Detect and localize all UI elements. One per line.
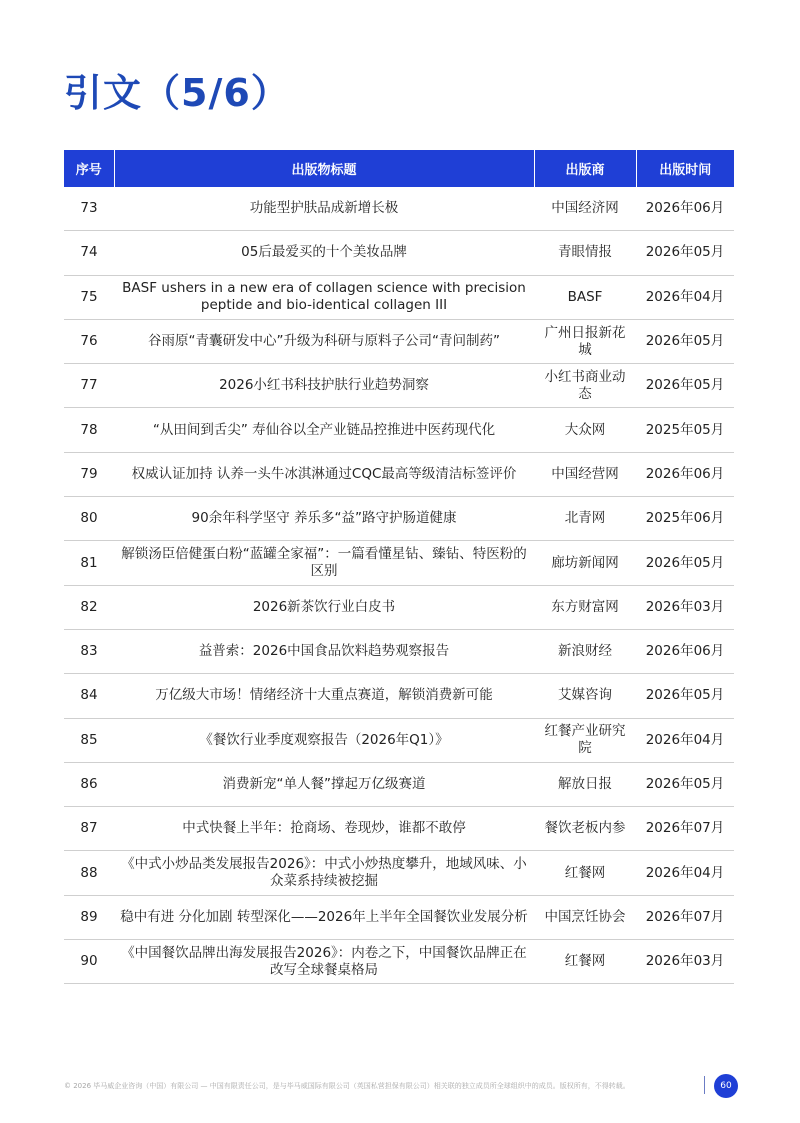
- cell-title: 功能型护肤品成新增长极: [114, 187, 534, 231]
- table-row: [64, 674, 734, 718]
- cell-publisher: 艾媒咨询: [534, 674, 636, 718]
- table-row: [64, 851, 734, 895]
- cell-number: 76: [64, 319, 114, 363]
- header-number: 序号: [64, 150, 114, 187]
- cell-number: 82: [64, 585, 114, 629]
- cell-title: 益普索：2026中国食品饮料趋势观察报告: [114, 629, 534, 673]
- cell-publisher: 北青网: [534, 497, 636, 541]
- cell-date: 2026年06月: [636, 187, 734, 231]
- cell-title: 2026小红书科技护肤行业趋势洞察: [114, 364, 534, 408]
- table-row: [64, 762, 734, 806]
- cell-publisher: 红餐网: [534, 851, 636, 895]
- cell-number: 75: [64, 275, 114, 319]
- cell-date: 2026年05月: [636, 319, 734, 363]
- table-body: [64, 187, 734, 984]
- table-row: [64, 585, 734, 629]
- table-header: [64, 150, 734, 187]
- cell-number: 80: [64, 497, 114, 541]
- cell-number: 73: [64, 187, 114, 231]
- cell-date: 2026年03月: [636, 940, 734, 984]
- table-row: [64, 895, 734, 939]
- cell-title: 05后最爱买的十个美妆品牌: [114, 231, 534, 275]
- page-number-badge: 60: [714, 1074, 738, 1098]
- cell-number: 85: [64, 718, 114, 762]
- footer-divider: [704, 1076, 705, 1094]
- header-date: 出版时间: [636, 150, 734, 187]
- cell-number: 83: [64, 629, 114, 673]
- cell-title: BASF ushers in a new era of collagen science with precision peptide and bio-identical collagen III: [114, 275, 534, 319]
- cell-number: 86: [64, 762, 114, 806]
- table-row: [64, 231, 734, 275]
- cell-title: 谷雨原“青囊研发中心”升级为科研与原料子公司“青问制药”: [114, 319, 534, 363]
- cell-date: 2026年06月: [636, 452, 734, 496]
- table-row: [64, 319, 734, 363]
- reference-table: [64, 150, 734, 984]
- cell-number: 88: [64, 851, 114, 895]
- cell-number: 89: [64, 895, 114, 939]
- cell-title: “从田间到舌尖” 寿仙谷以全产业链品控推进中医药现代化: [114, 408, 534, 452]
- page-title: 引文（5/6）: [64, 71, 290, 115]
- header-publisher: 出版商: [534, 150, 636, 187]
- cell-date: 2026年04月: [636, 275, 734, 319]
- cell-date: 2026年07月: [636, 807, 734, 851]
- cell-publisher: 红餐网: [534, 940, 636, 984]
- cell-publisher: 中国经济网: [534, 187, 636, 231]
- table-row: [64, 497, 734, 541]
- cell-publisher: 东方财富网: [534, 585, 636, 629]
- table-row: [64, 452, 734, 496]
- footer-copyright: © 2026 毕马威企业咨询（中国）有限公司 — 中国有限责任公司，是与毕马威国际有限公司（英国私营担保有限公司）相关联的独立成员所全球组织中的成员。版权所有，不得转载。: [64, 1082, 630, 1090]
- table-row: [64, 408, 734, 452]
- table-row: [64, 807, 734, 851]
- cell-number: 90: [64, 940, 114, 984]
- cell-publisher: BASF: [534, 275, 636, 319]
- cell-date: 2026年05月: [636, 231, 734, 275]
- cell-publisher: 廊坊新闻网: [534, 541, 636, 585]
- cell-publisher: 解放日报: [534, 762, 636, 806]
- cell-publisher: 中国烹饪协会: [534, 895, 636, 939]
- cell-title: 权威认证加持 认养一头牛冰淇淋通过CQC最高等级清洁标签评价: [114, 452, 534, 496]
- cell-date: 2026年07月: [636, 895, 734, 939]
- cell-date: 2026年06月: [636, 629, 734, 673]
- cell-title: 《中式小炒品类发展报告2026》：中式小炒热度攀升，地域风味、小众菜系持续被挖掘: [114, 851, 534, 895]
- cell-title: 《餐饮行业季度观察报告（2026年Q1）》: [114, 718, 534, 762]
- cell-date: 2025年06月: [636, 497, 734, 541]
- table-row: [64, 275, 734, 319]
- cell-date: 2026年03月: [636, 585, 734, 629]
- cell-date: 2025年05月: [636, 408, 734, 452]
- cell-number: 87: [64, 807, 114, 851]
- table-row: [64, 629, 734, 673]
- cell-publisher: 新浪财经: [534, 629, 636, 673]
- cell-date: 2026年04月: [636, 718, 734, 762]
- cell-title: 万亿级大市场！情绪经济十大重点赛道，解锁消费新可能: [114, 674, 534, 718]
- header-title: 出版物标题: [114, 150, 534, 187]
- cell-number: 84: [64, 674, 114, 718]
- table-row: [64, 541, 734, 585]
- cell-date: 2026年05月: [636, 364, 734, 408]
- cell-number: 77: [64, 364, 114, 408]
- table-row: [64, 187, 734, 231]
- cell-number: 79: [64, 452, 114, 496]
- cell-publisher: 餐饮老板内参: [534, 807, 636, 851]
- cell-publisher: 青眼情报: [534, 231, 636, 275]
- cell-date: 2026年05月: [636, 674, 734, 718]
- cell-title: 解锁汤臣倍健蛋白粉“蓝罐全家福”：一篇看懂星钻、臻钻、特医粉的区别: [114, 541, 534, 585]
- cell-date: 2026年05月: [636, 541, 734, 585]
- table-row: [64, 940, 734, 984]
- cell-number: 74: [64, 231, 114, 275]
- cell-title: 2026新茶饮行业白皮书: [114, 585, 534, 629]
- cell-title: 90余年科学坚守 养乐多“益”路守护肠道健康: [114, 497, 534, 541]
- cell-number: 81: [64, 541, 114, 585]
- cell-publisher: 小红书商业动态: [534, 364, 636, 408]
- cell-publisher: 广州日报新花城: [534, 319, 636, 363]
- cell-publisher: 大众网: [534, 408, 636, 452]
- cell-publisher: 红餐产业研究院: [534, 718, 636, 762]
- cell-title: 中式快餐上半年：抢商场、卷现炒，谁都不敢停: [114, 807, 534, 851]
- table-row: [64, 718, 734, 762]
- table-row: [64, 364, 734, 408]
- cell-title: 《中国餐饮品牌出海发展报告2026》：内卷之下，中国餐饮品牌正在改写全球餐桌格局: [114, 940, 534, 984]
- cell-title: 消费新宠“单人餐”撑起万亿级赛道: [114, 762, 534, 806]
- cell-date: 2026年04月: [636, 851, 734, 895]
- cell-title: 稳中有进 分化加剧 转型深化——2026年上半年全国餐饮业发展分析: [114, 895, 534, 939]
- cell-date: 2026年05月: [636, 762, 734, 806]
- cell-publisher: 中国经营网: [534, 452, 636, 496]
- cell-number: 78: [64, 408, 114, 452]
